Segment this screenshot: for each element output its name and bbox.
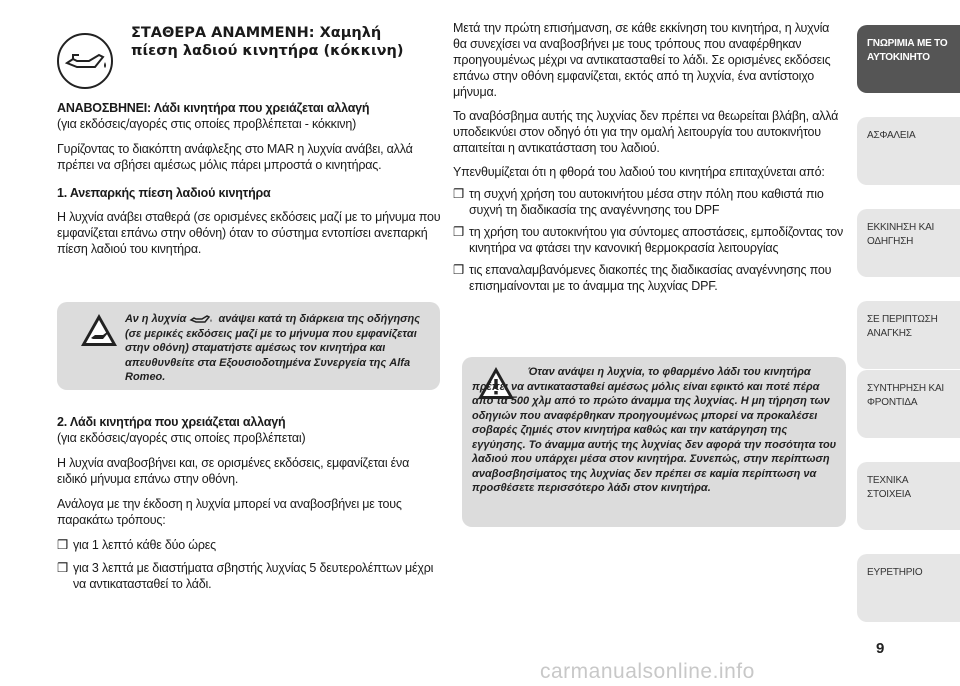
blink-heading: ΑΝΑΒΟΣΒΗΝΕΙ: Λάδι κινητήρα που χρειάζεται αλλαγή xyxy=(57,101,370,115)
oil-pressure-inline-icon xyxy=(189,313,215,325)
warning-box-1 xyxy=(57,302,440,390)
bullet-icon: ❒ xyxy=(453,263,465,277)
page-number: 9 xyxy=(876,640,885,657)
section-title xyxy=(131,24,431,60)
warning-1-text: Αν η λυχνία ανάψει κατά τη διάρκεια της οδήγησης (σε μερικές εκδόσεις μαζί με το μήνυμα που εμφανίζεται στην οθόνη) σταματήστε αμέσως τον κινητήρα και απευθυνθείτε στα Εξουσιοδοτημένα Συνεργεία της Alfa Romeo. xyxy=(125,313,421,383)
title-line-2: πίεση λαδιού κινητήρα (κόκκινη) xyxy=(131,43,404,59)
bullet-item: ❒ για 3 λεπτά με διαστήματα σβηστής λυχνίας 5 δευτερολέπτων μέχρι να αντικατασταθεί το λάδι. xyxy=(57,561,434,591)
left-column xyxy=(57,100,442,257)
bullet-item: ❒ τη χρήση του αυτοκινήτου για σύντομες αποστάσεις, εμποδίζοντας τον κινητήρα να φτάσει την κανονική θερμοκρασία λειτουργίας xyxy=(453,225,844,255)
oil-pressure-icon xyxy=(57,33,113,89)
warning-box-2 xyxy=(462,357,846,527)
section2-subheading: (για εκδόσεις/αγορές στις οποίες προβλέπεται) xyxy=(57,431,306,445)
watermark: carmanualsonline.info xyxy=(540,660,755,683)
tab-maintenance[interactable]: ΣΥΝΤΗΡΗΣΗ ΚΑΙ ΦΡΟΝΤΙΔΑ xyxy=(857,370,960,438)
tab-index[interactable]: ΕΥΡΕΤΗΡΙΟ xyxy=(857,554,960,622)
section2-paragraph-2: Ανάλογα με την έκδοση η λυχνία μπορεί να αναβοσβήνει με τους παρακάτω τρόπους: xyxy=(57,497,402,527)
right-paragraph-1: Μετά την πρώτη επισήμανση, σε κάθε εκκίνηση του κινητήρα, η λυχνία θα συνεχίσει να αναβοσβήνει με τους τρόπους που αναφέρθηκαν προηγουμένως μέχρι να αντικατασταθεί το λάδι. Σε ορισμένες εκδόσεις επάνω στην οθόνη εμφανίζεται, εκτός από τη λυχνία, ένα αντίστοιχο μήνυμα. xyxy=(453,21,831,99)
right-paragraph-2: Το αναβόσβημα αυτής της λυχνίας δεν πρέπει να θεωρείται βλάβη, αλλά υποδεικνύει στον οδηγό ότι για την ομαλή λειτουργία του αυτοκινήτου απαιτείται η αντικατάσταση του λαδιού. xyxy=(453,109,839,155)
blink-subheading: (για εκδόσεις/αγορές στις οποίες προβλέπεται - κόκκινη) xyxy=(57,117,357,131)
right-paragraph-3: Υπενθυμίζεται ότι η φθορά του λαδιού του κινητήρα επιταχύνεται από: xyxy=(453,165,825,179)
left-column-lower xyxy=(57,414,442,592)
bullet-icon: ❒ xyxy=(57,538,69,552)
bullet-item: ❒ τις επαναλαμβανόμενες διακοπές της διαδικασίας αναγέννησης που επισημαίνονται με το άναμμα της λυχνίας DPF. xyxy=(453,263,832,293)
tab-emergency[interactable]: ΣΕ ΠΕΡΙΠΤΩΣΗ ΑΝΑΓΚΗΣ xyxy=(857,301,960,369)
tab-technical-data[interactable]: ΤΕΧΝΙΚΑ ΣΤΟΙΧΕΙΑ xyxy=(857,462,960,530)
bullet-icon: ❒ xyxy=(57,561,69,575)
warning-2-text: Όταν ανάψει η λυχνία, το φθαρμένο λάδι του κινητήρα πρέπει να αντικατασταθεί αμέσως μόλις είναι εφικτό και ποτέ πέρα από τα 500 χλμ από το πρώτο άναμμα της λυχνίας. Η μη τήρηση των οδηγιών που αναφέρθηκαν προηγουμένως μπορεί να προκαλέσει σοβαρές ζημιές στον κινητήρα καθώς και την κατάργηση της εγγύησης. Το άναμμα αυτής της λυχνίας δεν αφορά την ποσότητα του λαδιού που υπάρχει μέσα στον κινητήρα. Συνεπώς, στην περίπτωση αναβοσβησίματος της λυχνίας δεν πρέπει σε καμία περίπτωση να προσθέσετε περισσότερο λάδι στον κινητήρα. xyxy=(472,366,837,494)
tab-getting-to-know[interactable]: ΓΝΩΡΙΜΙΑ ΜΕ ΤΟ ΑΥΤΟΚΙΝΗΤΟ xyxy=(857,25,960,93)
section1-heading: 1. Ανεπαρκής πίεση λαδιού κινητήρα xyxy=(57,186,271,200)
bullet-icon: ❒ xyxy=(453,187,465,201)
section1-text: Η λυχνία ανάβει σταθερά (σε ορισμένες εκδόσεις μαζί με το μήνυμα που εμφανίζεται επάνω στην οθόνη) όταν το σύστημα εντοπίσει ανεπαρκή πίεση λαδιού του κινητήρα. xyxy=(57,210,441,256)
tab-safety[interactable]: ΑΣΦΑΛΕΙΑ xyxy=(857,117,960,185)
bullet-item: ❒ για 1 λεπτό κάθε δύο ώρες xyxy=(57,538,216,552)
intro-paragraph: Γυρίζοντας το διακόπτη ανάφλεξης στο MAR η λυχνία ανάβει, αλλά πρέπει να σβήσει αμέσως μόλις πάρει μπροστά ο κινητήρας. xyxy=(57,142,413,172)
section2-paragraph-1: Η λυχνία αναβοσβήνει και, σε ορισμένες εκδόσεις, εμφανίζεται ένα ειδικό μήνυμα επάνω στην οθόνη. xyxy=(57,456,410,486)
section2-heading: 2. Λάδι κινητήρα που χρειάζεται αλλαγή xyxy=(57,415,286,429)
bullet-item: ❒ τη συχνή χρήση του αυτοκινήτου μέσα στην πόλη που καθιστά πιο συχνή τη διαδικασία της αναγέννησης του DPF xyxy=(453,187,824,217)
bullet-icon: ❒ xyxy=(453,225,465,239)
right-column xyxy=(453,20,845,294)
tab-starting-driving[interactable]: ΕΚΚΙΝΗΣΗ ΚΑΙ ΟΔΗΓΗΣΗ xyxy=(857,209,960,277)
warning-triangle-icon xyxy=(79,312,119,348)
title-line-1: ΣΤΑΘΕΡΑ ΑΝΑΜΜΕΝΗ: Χαμηλή xyxy=(131,25,382,41)
